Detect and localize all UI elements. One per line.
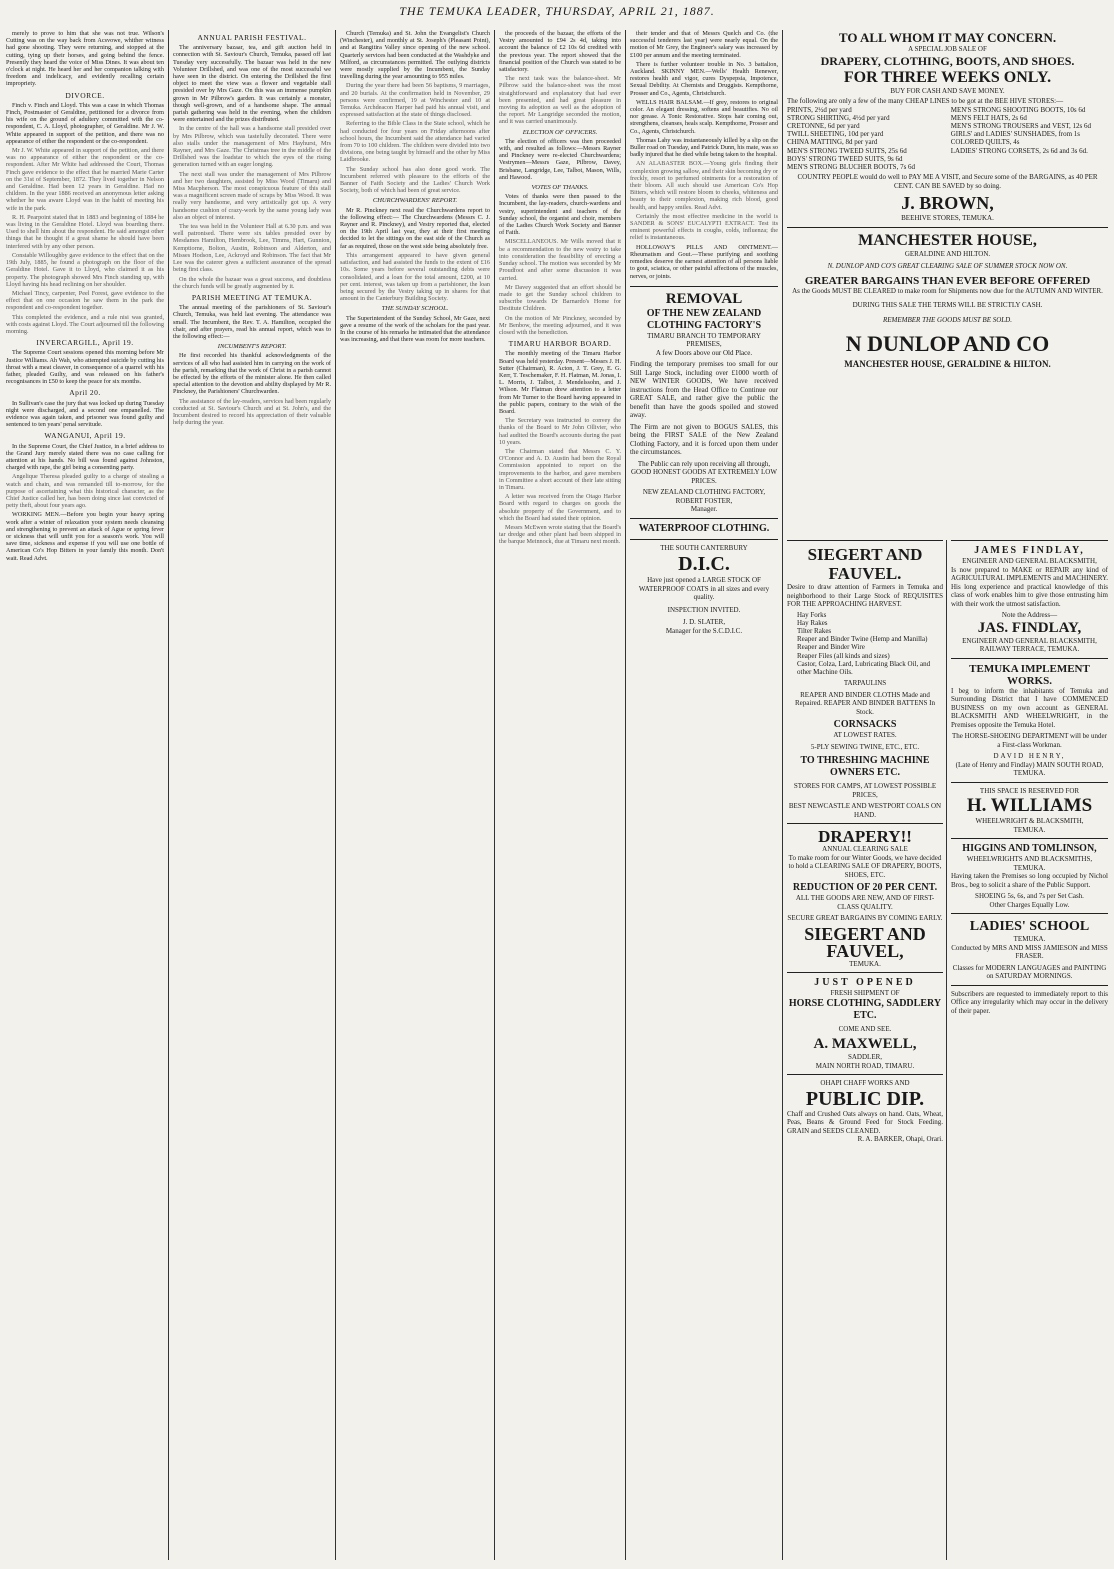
article-body-filler: Angelique Theresa pleaded guilty to a charge of stealing a watch and chain, and was remanded till to-morrow, for the purpose of ascertaining what this historical character, as the Chief Justice called her, has been doing since last convicted of petty theft, about four years ago.	[6, 473, 164, 510]
ad-ladies-school	[951, 913, 1108, 985]
ad-public-dip	[787, 1074, 943, 1148]
article-lead: merely to prove to him that she was not true. Wilson's Cutting was on the way back from Acsvowe, whither witness had gone shooting. They were returning, and stopped at the cutting, tying up their horses, and going behind the fence. Presently they heard the voice of Miss Dines. It was about ten o'clock at night. He heard her and her companion talking with freedom and indelicacy, and evidently recalling certain impropriety.	[6, 30, 164, 88]
price-item: CHINA MATTING, 8d per yard	[787, 138, 878, 147]
ad-title: REMOVAL	[665, 290, 743, 307]
ad-merchant: H. WILLIAMS	[966, 795, 1093, 816]
price-item: MEN'S STRONG TROUSERS and VEST, 12s 6d	[950, 121, 1092, 130]
ad-text: Conducted by MRS AND MISS JAMIESON and MISS FRASER.	[951, 943, 1108, 960]
ad-line: SECURE GREAT BARGAINS BY COMING EARLY.	[787, 914, 943, 923]
ad-temuka-implement	[951, 658, 1108, 782]
ad-title: DRAPERY!!	[818, 827, 912, 847]
subsection-title: INCUMBENT'S REPORT.	[217, 343, 287, 351]
ad-line: ENGINEER AND GENERAL BLACKSMITH,	[962, 557, 1097, 565]
ad-line: THE SOUTH CANTERBURY	[660, 543, 748, 552]
column-4	[499, 30, 621, 1560]
ad-headline: TO THRESHING MACHINE OWNERS ETC.	[800, 755, 930, 779]
section-title-festival: ANNUAL PARISH FESTIVAL.	[197, 33, 307, 42]
column-1	[6, 30, 164, 1560]
section-title-divorce: DIVORCE.	[65, 90, 105, 100]
list-item: Reaper and Binder Wire	[797, 643, 865, 652]
ad-dic	[630, 539, 778, 640]
ad-line: 5-PLY SEWING TWINE, ETC., ETC.	[810, 742, 920, 751]
list-item: Tilter Rakes	[797, 626, 832, 635]
ad-line: N. DUNLOP AND CO'S GREAT CLEARING SALE OF SUMMER STOCK NOW ON.	[827, 262, 1068, 271]
ad-text: The Public can rely upon receiving all through, GOOD HONEST GOODS AT EXTREMELY LOW PRICES.	[631, 459, 777, 485]
ad-address: (Late of Henry and Findlay) MAIN SOUTH ROAD, TEMUKA.	[955, 760, 1104, 777]
ad-title: SIEGERT AND FAUVEL.	[807, 545, 923, 583]
column-rule	[494, 30, 495, 1560]
subsection-title: CHURCHWARDENS' REPORT.	[372, 197, 458, 205]
ad-text: The HORSE-SHOEING DEPARTMENT will be under a First-class Workman.	[952, 732, 1107, 749]
ad-price-list	[787, 106, 1108, 172]
article-text: There is further volunteer trouble in No. 3 battalion, Auckland. SKINNY MEN.—Wells' Health Renewer, restores health and vigor, cures Dyspepsia, Impotence, Sexual Debility. At Chemists and Druggists. Kempthorne, Prosser and Co., Agents, Christchurch.	[630, 60, 778, 97]
ad-line: SADDLER,	[847, 1053, 883, 1062]
ad-drapery	[787, 823, 943, 972]
ad-text: The following are only a few of the many CHEAP LINES to be got at the BEE HIVE STORES:—	[787, 97, 1064, 105]
ad-text: COUNTRY PEOPLE would do well to PAY ME A VISIT, and Secure some of the BARGAINS, as 40 PER CENT. CAN BE SAVED by so doing.	[797, 173, 1098, 190]
ad-line: GERALDINE AND HILTON.	[904, 249, 991, 258]
article-text: HOLLOWAY'S PILLS AND OINTMENT.—Rheumatism and Gout.—These purifying and soothing remedies deserve the earnest attention of all persons liable to gout, sciatica, or other painful affections of the muscles, nerves, or joints.	[630, 243, 778, 280]
price-list-right	[951, 106, 1108, 172]
ad-signature: Manager.	[690, 505, 718, 514]
article-text: In the Supreme Court, the Chief Justice, in a brief address to the Grand Jury merely stated there was no case calling for attention at his hands. No bill was found against Johnston, charged with rape, the girl being a consenting party.	[6, 442, 164, 472]
column-2	[173, 30, 331, 1560]
ad-headline: CORNSACKS	[833, 719, 897, 731]
ad-line: COME AND SEE.	[838, 1024, 892, 1033]
ad-line: ANNUAL CLEARING SALE	[822, 845, 908, 854]
list-item: Reaper Files (all kinds and sizes)	[797, 651, 890, 660]
article-body-filler: This arrangement appeared to have given general satisfaction, and had assisted the funds to the extent of £16 10s. Some years before several outstanding debts were consolidated, and a loan for the total amount, £200, at 10 per cent. interest, was taken up from a parishioner, the loan being secured by the Vestry taking up in shares for that amount in the Canterbury Building Society.	[340, 251, 490, 303]
ad-just-opened	[787, 972, 943, 1074]
ad-merchant: JAS. FINDLAY,	[977, 619, 1082, 636]
ad-title: MANCHESTER HOUSE,	[858, 231, 1037, 249]
price-item: COLORED QUILTS, 4s	[950, 138, 1020, 147]
article-text: The Supreme Court sessions opened this morning before Mr Justice Williams. Ah Wah, who attempted suicide by cutting his throat with a meat cleaver, in consequence of a quarrel with his father, pleaded Guilty, and was released on his father's recognisances in £50 to keep the peace for six months.	[6, 349, 164, 386]
article-text: Votes of thanks were then passed to the Incumbent, the lay-readers, church-wardens and vestry, superintendent and teachers of the Sunday school, the organist and choir, members of the Ladies Church Work Society and Banner of Faith.	[499, 193, 621, 237]
ad-text: As the Goods MUST BE CLEARED to make room for Shipments now due for the AUTUMN AND WINTER.	[792, 286, 1103, 295]
ad-merchant: J. BROWN,	[901, 193, 994, 214]
subsection-title: ELECTION OF OFFICERS.	[522, 128, 598, 136]
ad-manchester-house	[787, 227, 1108, 375]
ad-title: TO ALL WHOM IT MAY CONCERN.	[838, 30, 1057, 45]
ad-headline: REDUCTION OF 20 PER CENT.	[792, 882, 938, 894]
ad-line: FRESH SHIPMENT OF	[830, 989, 900, 998]
price-item: STRONG SHIRTING, 4½d per yard	[787, 113, 890, 122]
list-item: Reaper and Binder Twine (Hemp and Manilla)	[797, 635, 928, 644]
ad-text: REMEMBER THE GOODS MUST BE SOLD.	[883, 315, 1012, 324]
ad-line: TIMARU BRANCH TO TEMPORARY PREMISES,	[647, 331, 761, 349]
ad-higgins-tomlinson	[951, 838, 1108, 913]
ad-text: Classes for MODERN LANGUAGES and PAINTING on SATURDAY MORNINGS.	[952, 963, 1107, 980]
column-rule	[946, 540, 947, 1560]
price-item: GIRLS' and LADIES' SUNSHADES, from 1s	[950, 130, 1081, 139]
price-item: LADIES' STRONG CORSETS, 2s 6d and 3s 6d.	[950, 146, 1088, 155]
subsection-title: THE SUNDAY SCHOOL.	[381, 305, 449, 313]
ad-title: TEMUKA IMPLEMENT WORKS.	[969, 662, 1090, 687]
ad-siegert-fauvel	[787, 540, 943, 823]
article-text: Church (Temuka) and St. John the Evangelist's Church (Winchester), and monthly at St. Joseph's (Pleasant Point), and at Rangitira Valley since opening of the new school. Quarterly services had been conducted at the Washdyke and Milford, as circumstances permitted. The outlying districts were mostly supplied by the Incumbent, the Sunday travelling during the year amounting to 955 miles.	[340, 30, 490, 81]
ad-title: JUST OPENED	[814, 977, 916, 989]
advertorial-working-men: WORKING MEN.—Before you begin your heavy spring work after a winter of relaxation your system needs cleansing and strengthening to prevent an attack of Ague or spring fever or sickness that will unfit you for a season's work. You will save time, sickness and expense if you will use one bottle of American Co's Hop Bitters in your family this month. Don't wait. Read Advt.	[6, 511, 164, 562]
ad-removal	[630, 286, 778, 518]
article-text: the proceeds of the bazaar, the efforts of the Vestry amounted to £94 2s 4d, taking into account the balance of £2 10s 6d credited with the previous year. The report showed that the financial position of the Church was stated to be satisfactory.	[499, 30, 621, 74]
column-rule	[782, 30, 783, 1560]
column-rule	[625, 30, 626, 1560]
section-title-wanganui: WANGANUI, April 19.	[44, 431, 126, 441]
ad-special-sale	[787, 30, 1108, 227]
section-title-invercargill: INVERCARGILL, April 19.	[36, 338, 134, 348]
ad-text: Having taken the Premises so long occupied by Nichol Bros., beg to solicit a share of the Public Support.	[951, 872, 1108, 889]
ad-merchant: SIEGERT AND FAUVEL,	[804, 923, 926, 961]
ad-address: BEEHIVE STORES, TEMUKA.	[901, 214, 994, 223]
price-item: CRETONNE, 6d per yard	[787, 121, 860, 130]
ad-headline: GREATER BARGAINS THAN EVER BEFORE OFFERED	[804, 274, 1091, 287]
price-item: MEN'S STRONG SHOOTING BOOTS, 10s 6d	[950, 105, 1086, 114]
ad-line: SHOEING 5s, 6s, and 7s per Set Cash.	[975, 892, 1084, 900]
ad-line: STORES FOR CAMPS, AT LOWEST POSSIBLE PRICES,	[793, 782, 937, 799]
ad-line: THIS SPACE IS RESERVED FOR	[979, 786, 1080, 795]
ad-text: Chaff and Crushed Oats always on hand. Oats, Wheat, Peas, Beans & Ground Feed for Stock Feeding. GRAIN and SEEDS CLEANED.	[787, 1109, 943, 1135]
ad-james-findlay	[951, 540, 1108, 658]
ad-goods: DRAPERY, CLOTHING, BOOTS, AND SHOES.	[820, 53, 1075, 68]
ad-line: WHEELWRIGHTS AND BLACKSMITHS, TEMUKA.	[966, 855, 1093, 872]
ad-line: A few Doors above our Old Place.	[655, 348, 753, 357]
ad-address: MANCHESTER HOUSE, GERALDINE & HILTON.	[844, 359, 1051, 370]
masthead: THE TEMUKA LEADER, THURSDAY, APRIL 21, 1887.	[399, 4, 715, 18]
article-text: The election of officers was then proceeded with, and resulted as follows:—Messrs Rayner and Pinckney were re-elected Churchwardens; Vestrymen—Messrs Gaze, Pilbrow, Davey, Brisbane, Langridge, Lee, Talbot, Mason, Wills, and Hawood.	[499, 137, 621, 181]
price-item: MEN'S FELT HATS, 2s 6d	[950, 113, 1027, 122]
ad-text: Finding the temporary premises too small for our Still Large Stock, including over £1000 worth of NEW WINTER GOODS, We have received instructions from the Head Office to Continue our GREAT SALE, and rather give the public the benefit than have the goods spoiled and stowed away.	[630, 360, 778, 420]
article-body-filler: Mr J. W. White appeared in support of the petition, and there was no appearance of either the respondent or the co-respondent. After Mr White had addressed the Court, Thomas Finch gave evidence to the effect that he married Marie Carter on the 31st of September, 1872. They lived together in Nelson and Geraldine. Had been 12 years in Geraldine. Had no children. In the year 1886 received an anonymous letter asking whether he was aware Lloyd was in the habit of meeting his wife in the park. R. H. Pearpoint stated that in 1883 and beginning of 1884 he was living in the Geraldine Hotel. Lloyd was boarding there. Used to shell him about the respondent. He said amongst other things that he thought if a great shame he should have been interfered with by any other person. Constable Willoughby gave evidence to the effect that on the 19th July, 1885, he found a photograph on the floor of the Geraldine Hotel. Gave it to Lloyd, who claimed it as his property. The photograph showed Mrs Finch standing up, with Lloyd having his head reclining on her shoulder. Michael Tincy, carpenter, Peel Forest, gave evidence to the effect that on one occasion he saw them in the park the respondent and co-respondent together. This completed the evidence, and a rule nisi was granted, with costs against Lloyd. The Court adjourned till the following morning.	[6, 147, 164, 335]
ad-signature: Manager for the S.C.D.I.C.	[665, 626, 743, 635]
ad-williams	[951, 782, 1108, 839]
article-text: their tender and that of Messrs Quelch and Co. (the successful tenderers last year) were nearly equal. On the motion of Mr Grey, the Engineer's salary was increased by £100 per annum and the meeting terminated.	[630, 30, 778, 59]
article-text: Finch v. Finch and Lloyd. This was a case in which Thomas Finch, Postmaster of Geraldine, petitioned for a divorce from his wife on the ground of adultery committed with the co-respondent, C. A. Lloyd, photographer, of Geraldine. Mr J. W. White appeared in support of the petition, and there was no appearance of either the respondent or the co-respondent.	[6, 101, 164, 145]
ad-column-lower-right	[951, 540, 1108, 1560]
article-text: He first recorded his thankful acknowledgments of the services of all who had assisted him in carrying on the work of the parish, remarking that the work of Christ in a parish cannot be effected by the efforts of the minister alone. He then called special attention to the devotion and ability displayed by Mr R. Pinckney, the Parishioners' Churchwarden.	[173, 352, 331, 396]
article-text: Mr R. Pinckney next read the Churchwardens report to the following effect:— The Churchwardens (Messrs C. J. Rayner and R. Pinckney), and Vestry reported that, elected on the 19th April last year, they at their first meeting decided to let the sittings on the east side of the Church as far as required, those on the west side being absolutely free.	[340, 206, 490, 250]
ad-merchant: N DUNLOP AND CO	[845, 331, 1050, 357]
article-body-filler: The Secretary was instructed to convey the thanks of the Board to Mr John Ollivier, who had audited the Board's accounts during the past 10 years. The Chairman stated that Messrs C. Y. O'Connor and A. D. Austin had been the Royal Commission appointed to report on the improvements to the harbor, and gave members in Committee a short account of their late sitting in Timaru. A letter was received from the Otago Harbor Board with regard to charges on goods the absolute property of the Government, and to which the Board had stated their opinion. Messrs McEwen wrote stating that the Board's tar dredge and other plant had been shipped in the barque Meinnock, due at Timaru next month.	[499, 417, 621, 546]
price-item: BOYS' STRONG TWEED SUITS, 9s 6d	[787, 154, 903, 163]
ad-signature: NEW ZEALAND CLOTHING FACTORY,	[642, 488, 766, 497]
article-text: In Sullivan's case the jury that was locked up during Tuesday night were discharged, and a second one empanelled. The evidence was again taken, and prisoner was found guilty and sentenced to ten years' penal servitude.	[6, 399, 164, 429]
article-body-filler: MISCELLANEOUS. Mr Wills moved that it be a recommendation to the new vestry to take into consideration the feasibility of erecting a Sunday school. The motion was seconded by Mr Proudfoot and after some discussion it was carried. Mr Davey suggested that an effort should be made to get the Sunday school children to subscribe towards Dr Barnardo's Home for Destitute Children. On the motion of Mr Pinckney, seconded by Mr Benbow, the meeting adjourned, and it was closed with the benediction.	[499, 238, 621, 336]
ad-line: INSPECTION INVITED.	[667, 605, 741, 614]
ad-line: BEST NEWCASTLE AND WESTPORT COALS ON HAND.	[788, 802, 942, 819]
ad-signature: ROBERT FOSTER,	[675, 496, 733, 505]
ad-signature: R. A. BARKER, Ohapi, Orari.	[857, 1135, 943, 1144]
ad-column-top	[787, 30, 1108, 535]
ad-address: TEMUKA.	[849, 959, 881, 968]
ad-headline: HORSE CLOTHING, SADDLERY ETC.	[788, 997, 942, 1021]
article-body-filler: During the year there had been 56 baptisms, 9 marriages, and 20 burials. At the confirmation held in November, 29 persons were confirmed, 19 at Winchester and 10 at Temuka. Archdeacon Harper had paid his annual visit, and expressed satisfaction at the state of things disclosed. Referring to the Bible Class in the State school, which he had conducted for four years on Friday afternoons after school hours, the Incumbent said the attendance had varied from 70 to 100 children. The children were divided into two divisions, one being taught by himself and the other by Miss Laidbrooke. The Sunday school has also done good work. The Incumbent referred with pleasure to the efforts of the Banner of Faith Society and the Ladies' Church Work Society, both of which had been of great service.	[340, 82, 490, 195]
price-item: TWILL SHEETING, 10d per yard	[787, 130, 884, 139]
ad-subscribers-notice	[951, 985, 1108, 1020]
ad-address: MAIN NORTH ROAD, TIMARU.	[815, 1061, 915, 1070]
ad-text: Is now prepared to MAKE or REPAIR any kind of AGRICULTURAL IMPLEMENTS and MACHINERY. His long experience and practical knowledge of this class of work enables him to give those entrusting him with their work the utmost satisfaction.	[951, 565, 1108, 608]
ad-title: PUBLIC DIP.	[805, 1087, 925, 1110]
column-5	[630, 30, 778, 1560]
ad-line: OHAPI CHAFF WORKS AND	[820, 1079, 910, 1088]
ad-address: ENGINEER AND GENERAL BLACKSMITH, RAILWAY TERRACE, TEMUKA.	[962, 636, 1097, 653]
ad-list	[787, 611, 943, 677]
price-item: MEN'S STRONG TWEED SUITS, 25s 6d	[787, 146, 907, 155]
ad-line: Note the Address—	[1001, 611, 1058, 619]
section-title-april20: April 20.	[69, 388, 101, 398]
article-text: The Superintendent of the Sunday School, Mr Gaze, next gave a resume of the work of the scholars for the past year. In the course of his remarks he intimated that the attendance was increasing, and that there was room for more teachers.	[340, 314, 490, 344]
ad-title: D.I.C.	[678, 553, 730, 576]
ad-title: WATERPROOF CLOTHING.	[638, 522, 770, 534]
ad-line: BUY FOR CASH AND SAVE MONEY.	[890, 86, 1005, 95]
column-rule	[168, 30, 169, 1560]
ad-title: LADIES' SCHOOL	[969, 919, 1090, 934]
ad-text: Subscribers are requested to immediately report to this Office any irregularity which may occur in the delivery of their paper.	[951, 989, 1108, 1015]
ad-line: TARPAULINS	[843, 679, 887, 688]
column-rule	[335, 30, 336, 1560]
ad-text: I beg to inform the inhabitants of Temuka and Surrounding District that I have COMMENCED BUSINESS on my own account as GENERAL BLACKSMITH AND WHEELWRIGHT, in the Premises opposite the Temuka Hotel.	[951, 686, 1108, 729]
ad-text: The Firm are not given to BOGUS SALES, this being the FIRST SALE of the New Zealand Clothing Factory, and it is forced upon them under the circumstances.	[630, 422, 778, 457]
subsection-title: VOTES OF THANKS.	[531, 184, 589, 192]
article-body-filler: In the centre of the hall was a handsome stall presided over by Mrs Pilbrow, which was tastefully decorated. There were also stalls under the management of Mrs Hayhurst, Mrs Rayner, and Mrs Gaze. The Christmas tree in the middle of the Drillshed was the loadstar to which the eyes of the rising generation turned with an eager longing. The next stall was under the management of Mrs Pilbrow and her two daughters, assisted by Miss Wood (Timaru) and Miss Macpherson. The most conspicuous feature of this stall was a magnificent screen made of scraps by Miss Wood. It was really very handsome, and very artistically got up. A very handsome cushion of crazy-work by the same young lady was also an object of interest. The tea was held in the Volunteer Hall at 6.30 p.m. and was well patronised. There were six tables presided over by Mesdames Hamilton, Hembrook, Lee, Timms, Hart, Gunnion, Kemptiorne, Bolton, Austin, Robinson and Alderton, and Misses Hodson, Lee, Ackroyd and Robinson. The fact that Mr Lee was the caterer gives a sufficient assurance of the spread being first class. On the whole the bazaar was a great success, and doubtless the church funds will be greatly augmented by it.	[173, 125, 331, 290]
ad-waterproof	[630, 518, 778, 539]
ad-line: ALL THE GOODS ARE NEW, AND OF FIRST-CLASS QUALITY.	[795, 894, 935, 911]
article-body-filler: AN ALABASTER BOX.—Young girls finding their complexion growing sallow, and their skin becoming dry or freckly, resort to perfumed ointments for a restoration of their bloom. All such should use American Co's Hop Bitters, which will restore bloom to cheeks, whiteness and beauty to their complexion, making rich blood, good health, and happy smiles. Read Advt. Certainly the most effective medicine in the world is SANDER & SONS' EUCALYPTI EXTRACT. Test its eminent powerful effects in coughs, colds, influenza; the relief is instantaneous.	[630, 160, 778, 242]
ad-text: DURING THIS SALE THE TERMS WILL BE STRICTLY CASH.	[852, 301, 1043, 310]
ad-line: WHEELWRIGHT & BLACKSMITH,	[975, 817, 1084, 825]
ad-title: JAMES FINDLAY,	[974, 545, 1085, 556]
ad-line: REAPER AND BINDER CLOTHS Made and Repaired. REAPER AND BINDER BATTENS In Stock.	[795, 690, 935, 716]
ad-signature: DAVID HENRY,	[993, 752, 1066, 760]
ad-line: AT LOWEST RATES.	[833, 731, 897, 740]
article-text: The anniversary bazaar, tea, and gift auction held in connection with St. Saviour's Church, Temuka, passed off last Tuesday very successfully. The bazaar was held in the new Volunteer Drillshed, and was one of the most successful we have seen in the district. On entering the Drillshed the first object to meet the view was a flower and vegetable stall presided over by Mrs Gaze. On this was an immense pumpkin grown in Mr Pilbrow's garden. It was certainly a monster, though well-grown, and of a handsome shape. The annual parish gathering was held in the evening, when the children were entertained and the prizes distributed.	[173, 44, 331, 124]
price-item: MEN'S STRONG BLUCHER BOOTS, 7s 6d	[787, 162, 916, 171]
ad-title: HIGGINS AND TOMLINSON,	[962, 843, 1097, 854]
article-text: The monthly meeting of the Timaru Harbor Board was held yesterday. Present—Messrs J. H. Sutter (Chairman), R. Acton, J. T. Grey, E. G. Kerr, T. Teschemaker, F. H. Flatman, M. Jonas, I. L. Morris, J. Talbot, J. Mendelssohn, and J. Wilson. Mr Flatman drew attention to a letter from Mr Turner to the Board having appeared in the public papers, contrary to the wish of the Board.	[499, 350, 621, 415]
ad-subtitle: OF THE NEW ZEALAND CLOTHING FACTORY'S	[646, 307, 762, 331]
section-title-parish-meeting: PARISH MEETING AT TEMUKA.	[191, 292, 313, 302]
list-item: Castor, Colza, Lard, Lubricating Black Oil, and other Machine Oils.	[797, 659, 931, 676]
article-body-filler: The assistance of the lay-readers, services had been regularly conducted at St. Saviour's Church and at St. John's, and the Incumbent desired to record his appreciation of their valuable help during the year.	[173, 397, 331, 427]
ad-text: To make room for our Winter Goods, we have decided to hold a CLEARING SALE OF DRAPERY, BOOTS, SHOES, ETC.	[788, 853, 942, 879]
ad-text: Desire to draw attention of Farmers in Temuka and neighborhood to their Large Stock of REQUISITES FOR THE APPROACHING HARVEST.	[787, 583, 943, 608]
article-body-filler: The next task was the balance-sheet. Mr Pilbrow said the balance-sheet was the most straightforward and explanatory that had ever been presented, and had great pleasure in moving its adoption as well as the adoption of the report. Mr Langridge seconded the motion, and it was carried unanimously.	[499, 75, 621, 126]
ad-merchant: A. MAXWELL,	[813, 1036, 917, 1053]
list-item: Hay Forks	[797, 610, 827, 619]
article-text: The annual meeting of the parishioners of St. Saviour's Church, Temuka, was held last evening. The attendance was small. The Incumbent, the Rev. T. A. Hamilton, occupied the chair, and after prayers, read his annual report, which was to the following effect:—	[173, 304, 331, 340]
ad-duration: FOR THREE WEEKS ONLY.	[843, 68, 1052, 86]
ad-text: Have just opened a LARGE STOCK OF WATERPROOF COATS in all sizes and every quality.	[638, 576, 770, 602]
ad-address: TEMUKA.	[1013, 825, 1046, 834]
section-title-harbor: TIMARU HARBOR BOARD.	[508, 339, 612, 349]
ad-line: A SPECIAL JOB SALE OF	[908, 45, 987, 53]
price-item: PRINTS, 2½d per yard	[787, 105, 852, 114]
price-list-left	[787, 106, 944, 172]
ad-signature: J. D. SLATER,	[682, 618, 726, 627]
article-text: Thomas Lahy was instantaneously killed by a slip on the Buller road on Tuesday, and Patrick Dunn, his mate, was so badly injured that he died while being taken to the hospital.	[630, 136, 778, 159]
ad-column-lower-left	[787, 540, 943, 1560]
column-3	[340, 30, 490, 1560]
list-item: Hay Rakes	[797, 618, 828, 627]
ad-address: TEMUKA.	[1013, 935, 1046, 943]
ad-line: Other Charges Equally Low.	[989, 900, 1070, 909]
article-text: WELLS HAIR BALSAM.—If grey, restores to original color. An elegant dressing, softens and beautifies. No oil nor grease. A Tonic Restorative. Stops hair coming out, strengthens, cleanses, heals scalp. Kempthorne, Prosser and Co., Agents, Christchurch.	[630, 98, 778, 135]
